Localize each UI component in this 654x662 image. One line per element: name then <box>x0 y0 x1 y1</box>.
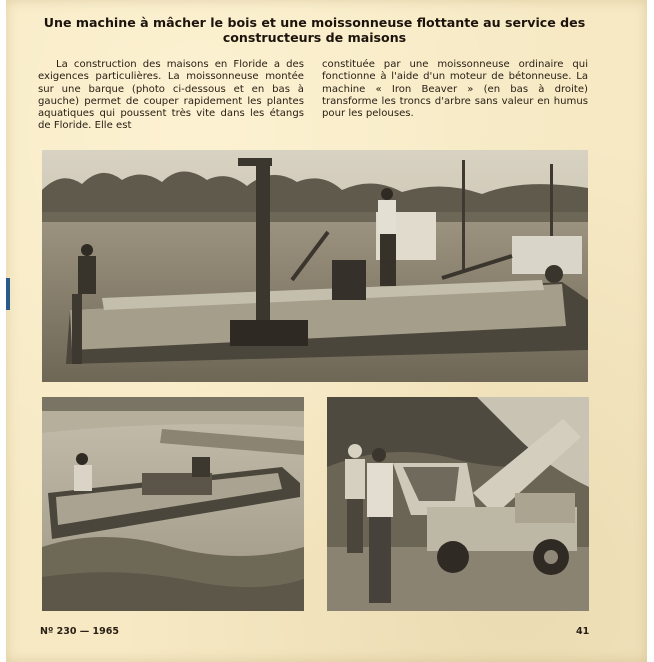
article-title: Une machine à mâcher le bois et une moissonneuse flottante au service des constructeurs de maisons <box>43 15 586 45</box>
photo-iron-beaver-chipper <box>327 397 589 611</box>
photo-floating-harvester <box>42 150 588 382</box>
article-column-left: La construction des maisons en Floride a des exigences particulières. La moissonneuse montée sur une barque (photo ci-dessous et en bas à gauche) permet de couper rapidement les plantes aquatiques qui poussent très vite dans les étangs de Floride. Elle est <box>38 59 304 132</box>
issue-number: Nº 230 — 1965 <box>40 626 120 637</box>
photo-harvester-boat <box>42 397 304 611</box>
article-column-right: constituée par une moissonneuse ordinaire qui fonctionne à l'aide d'un moteur de bétonneuse. La machine « Iron Beaver » (en bas à droite) transforme les troncs d'arbre sans valeur en humus pour les pelouses. <box>322 59 588 120</box>
photo-harvester-boat-image <box>42 397 304 611</box>
photo-iron-beaver-chipper-image <box>327 397 589 611</box>
photo-floating-harvester-image <box>42 150 588 382</box>
page-number: 41 <box>576 626 590 637</box>
page-edge-marker <box>6 278 10 310</box>
